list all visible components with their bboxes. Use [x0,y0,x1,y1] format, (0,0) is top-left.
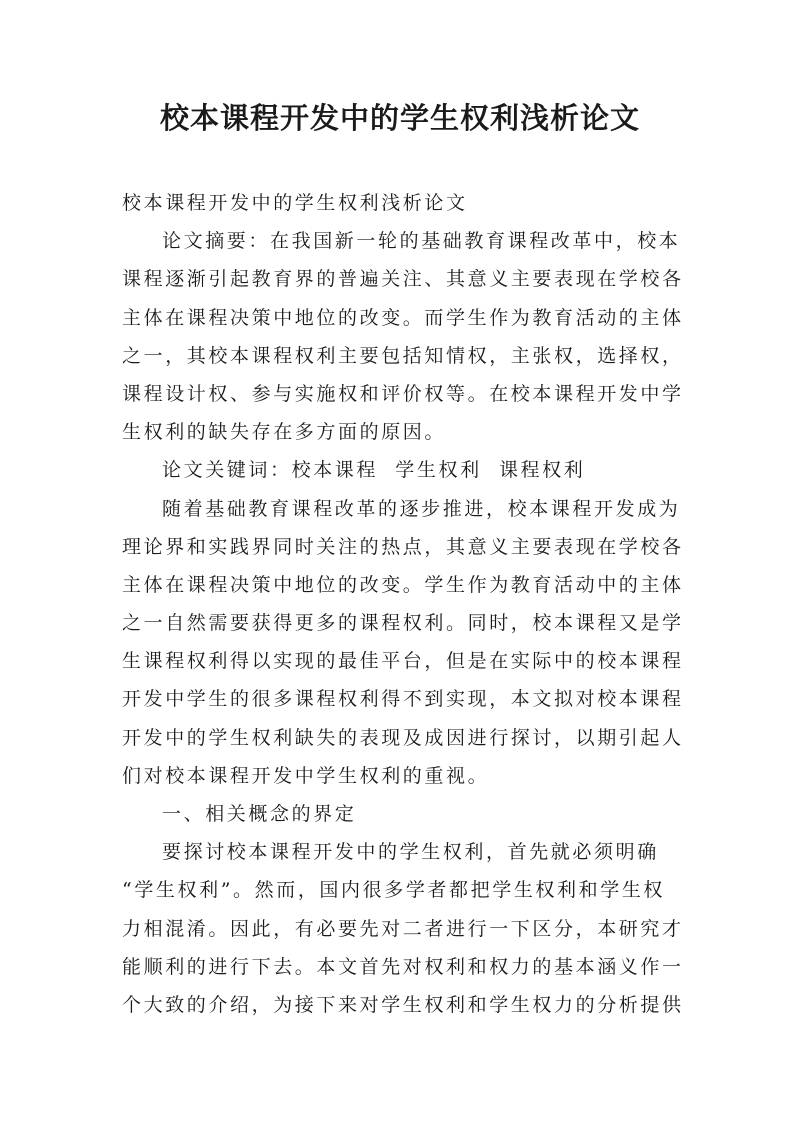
section-paragraph-line: 要探讨校本课程开发中的学生权利，首先就必须明确 [162,841,659,864]
abstract-paragraph-line: 课程设计权、参与实施权和评价权等。在校本课程开发中学 [122,382,684,405]
intro-paragraph-line: 们对校本课程开发中学生权利的重视。 [122,764,490,787]
section-heading: 一、相关概念的界定 [162,803,357,825]
intro-paragraph-line: 开发中学生的很多课程权利得不到实现，本文拟对校本课程 [122,688,684,711]
abstract-paragraph-line: 论文摘要：在我国新一轮的基础教育课程改革中，校本 [162,230,681,253]
section-paragraph-line: 能顺利的进行下去。本文首先对权利和权力的基本涵义作一 [122,955,684,978]
intro-paragraph-line: 主体在课程决策中地位的改变。学生作为教育活动中的主体 [122,573,684,596]
section-paragraph-line: “学生权利”。然而，国内很多学者都把学生权利和学生权 [122,879,666,902]
abstract-paragraph-line: 之一，其校本课程权利主要包括知情权，主张权，选择权， [122,344,684,367]
document-body [122,184,682,1024]
intro-paragraph-line: 开发中的学生权利缺失的表现及成因进行探讨，以期引起人 [122,726,684,749]
abstract-paragraph-line: 课程逐渐引起教育界的普遍关注、其意义主要表现在学校各 [122,268,684,291]
document-title: 校本课程开发中的学生权利浅析论文 [159,101,640,135]
abstract-paragraph-line: 生权利的缺失存在多方面的原因。 [122,421,447,444]
abstract-paragraph-line: 主体在课程决策中地位的改变。而学生作为教育活动的主体 [122,306,684,329]
intro-paragraph-line: 生课程权利得以实现的最佳平台，但是在实际中的校本课程 [122,650,684,673]
intro-paragraph-line: 理论界和实践界同时关注的热点，其意义主要表现在学校各 [122,535,684,558]
intro-paragraph-line: 之一自然需要获得更多的课程权利。同时，校本课程又是学 [122,612,684,635]
intro-paragraph-line: 随着基础教育课程改革的逐步推进，校本课程开发成为 [162,497,681,520]
keywords-line: 论文关键词：校本课程 学生权利 课程权利 [162,459,586,482]
section-paragraph-line: 个大致的介绍，为接下来对学生权利和学生权力的分析提供 [122,993,684,1016]
section-paragraph-line: 力相混淆。因此，有必要先对二者进行一下区分，本研究才 [122,917,684,940]
text-line: 校本课程开发中的学生权利浅析论文 [122,192,468,214]
